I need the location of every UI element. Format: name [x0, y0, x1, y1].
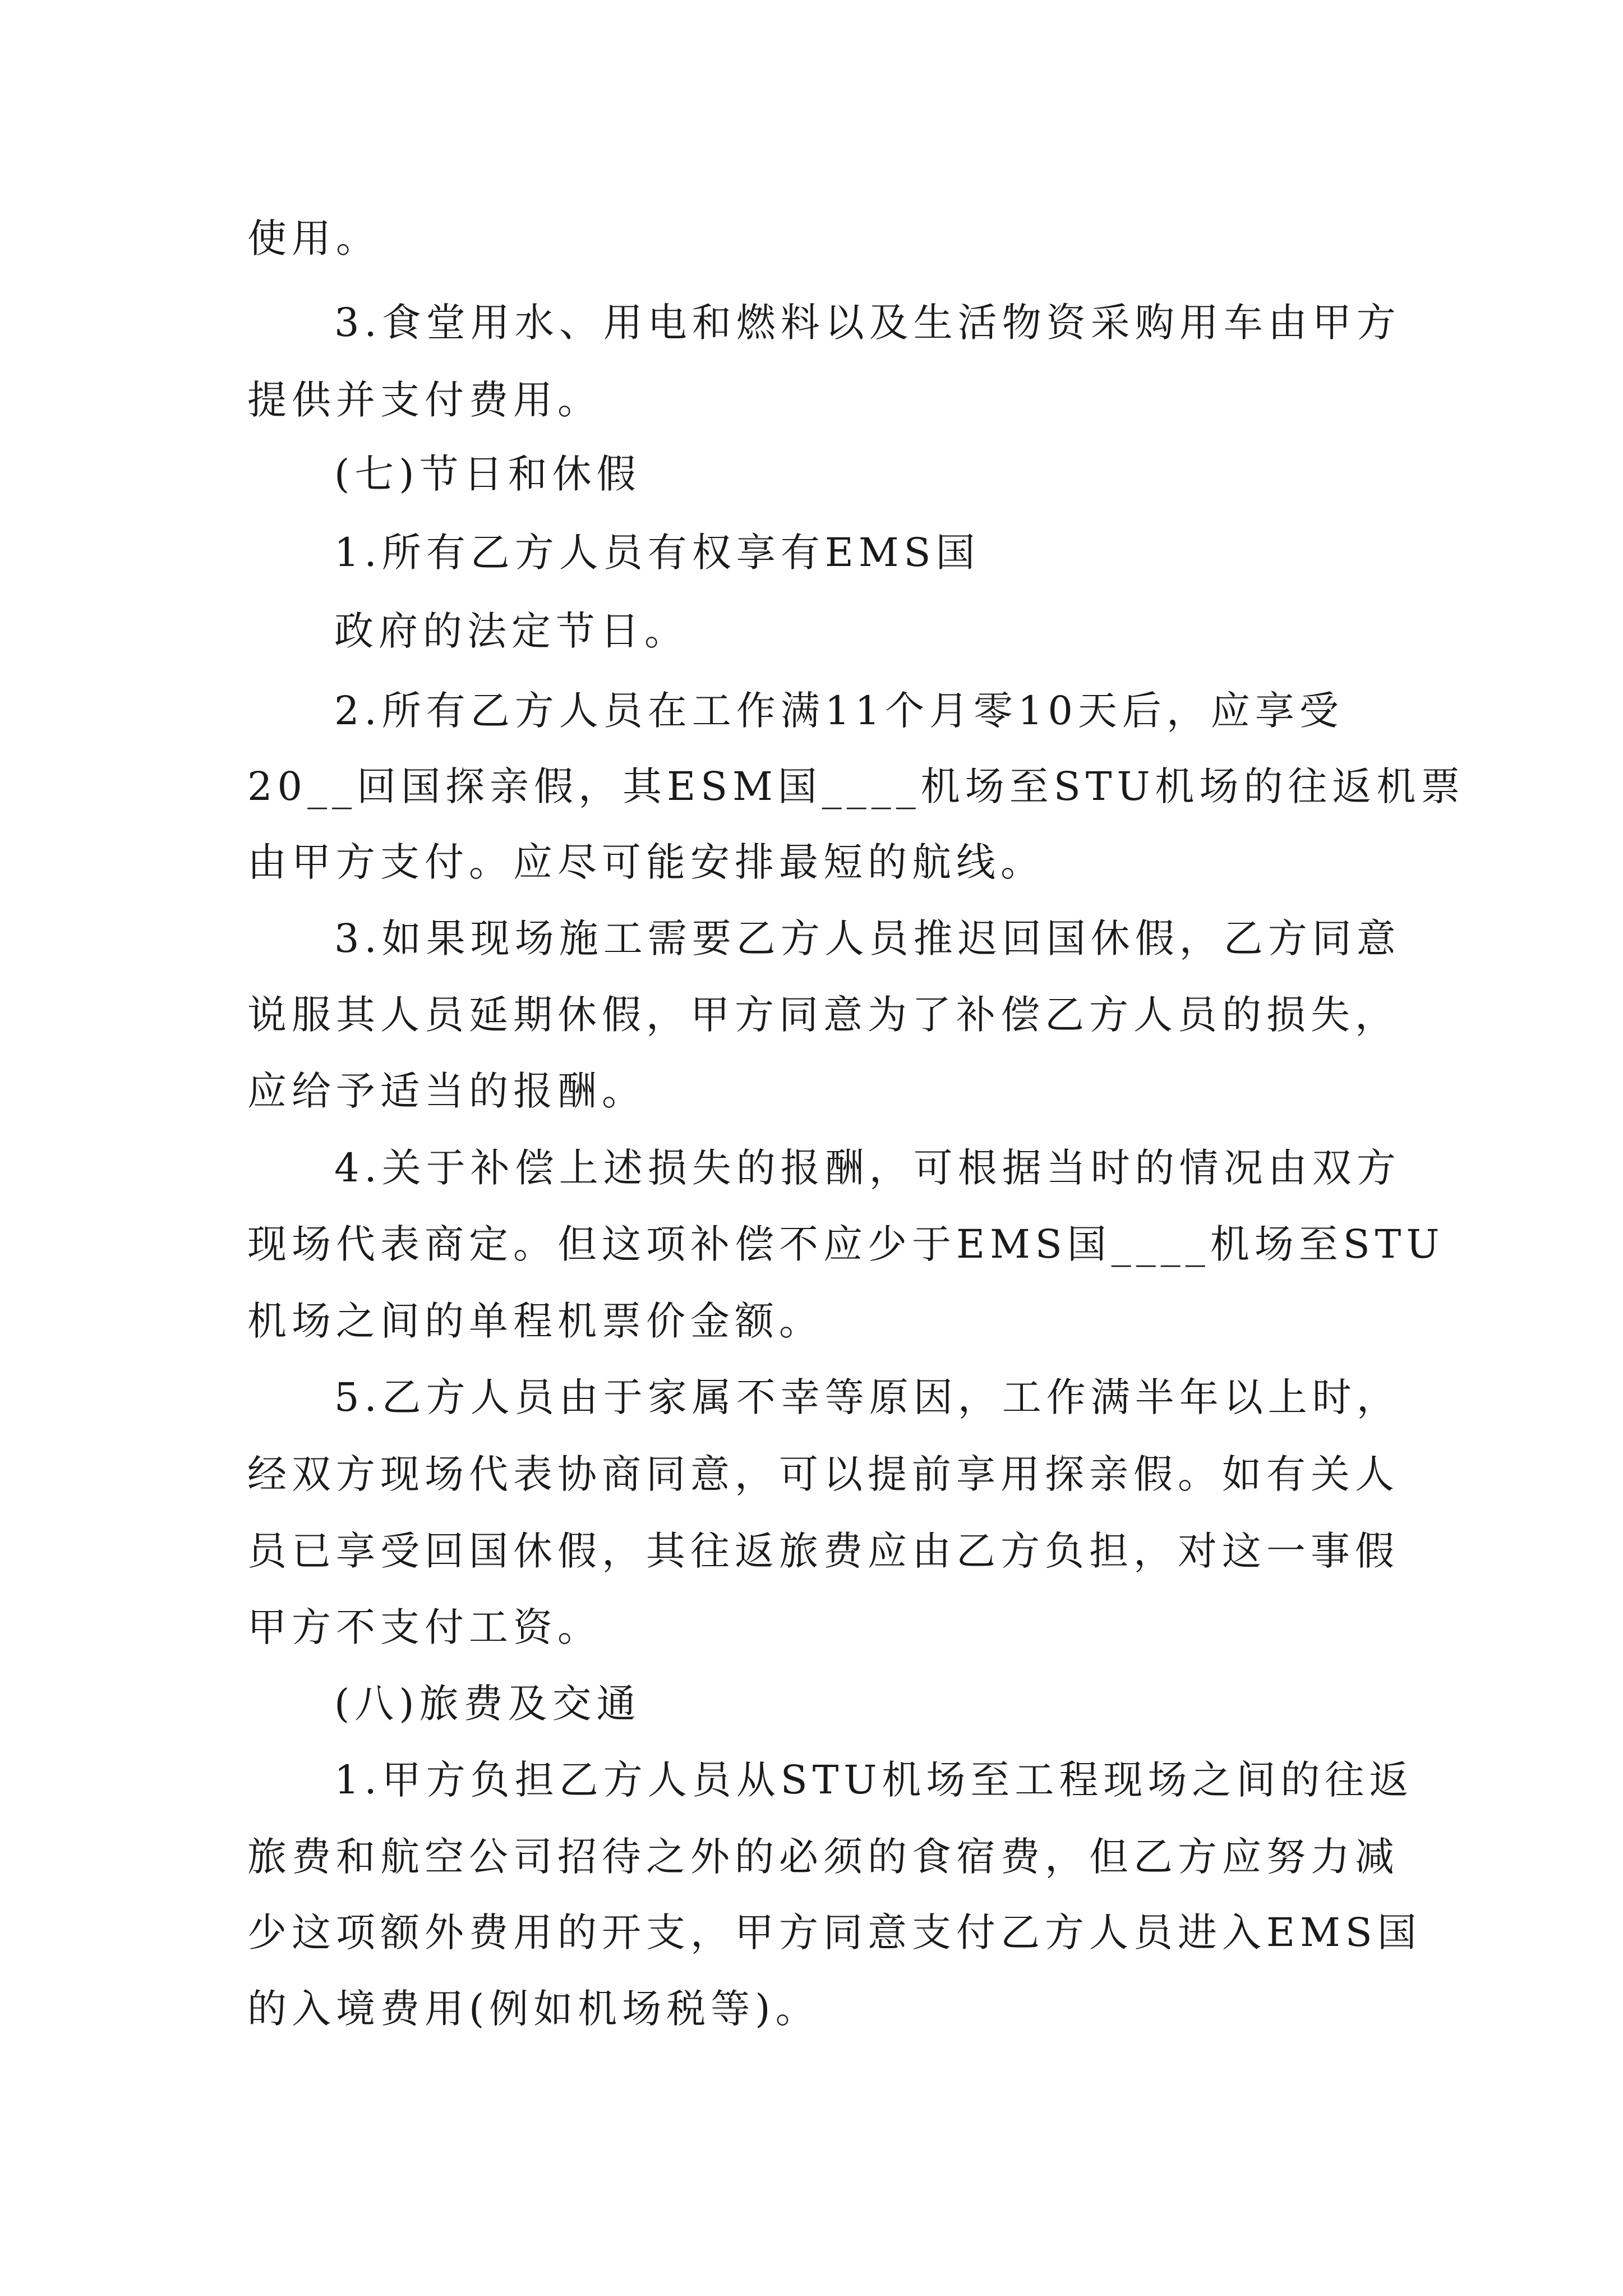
text-line: 的入境费用(例如机场税等)。: [247, 1986, 820, 2032]
text-line: 甲方不支付工资。: [247, 1604, 602, 1650]
text-line: 使用。: [247, 215, 380, 261]
text-line: 2.所有乙方人员在工作满11个月零10天后，应享受: [334, 688, 1344, 734]
text-line: 4.关于补偿上述损失的报酬，可根据当时的情况由双方: [334, 1145, 1401, 1191]
text-line: 经双方现场代表协商同意，可以提前享用探亲假。如有关人: [247, 1451, 1399, 1497]
text-line: 20__回国探亲假，其ESM国____机场至STU机场的往返机票: [247, 763, 1465, 809]
text-line: 1.所有乙方人员有权享有EMS国: [334, 530, 980, 576]
text-line: 机场之间的单程机票价金额。: [247, 1298, 823, 1344]
section-heading: (八)旅费及交通: [334, 1681, 641, 1727]
text-line: 提供并支付费用。: [247, 377, 602, 423]
section-heading: (七)节日和休假: [334, 451, 641, 497]
text-line: 由甲方支付。应尽可能安排最短的航线。: [247, 839, 1045, 885]
text-line: 3.如果现场施工需要乙方人员推迟回国休假，乙方同意: [334, 915, 1401, 961]
text-line: 少这项额外费用的开支，甲方同意支付乙方人员进入EMS国: [247, 1910, 1422, 1955]
text-line: 现场代表商定。但这项补偿不应少于EMS国____机场至STU: [247, 1221, 1445, 1267]
text-line: 1.甲方负担乙方人员从STU机场至工程现场之间的往返: [334, 1757, 1414, 1803]
text-line: 应给予适当的报酬。: [247, 1068, 646, 1114]
text-line: 政府的法定节日。: [334, 608, 689, 654]
text-line: 说服其人员延期休假，甲方同意为了补偿乙方人员的损失，: [247, 992, 1399, 1038]
text-line: 员已享受回国休假，其往返旅费应由乙方负担，对这一事假: [247, 1528, 1399, 1574]
text-line: 3.食堂用水、用电和燃料以及生活物资采购用车由甲方: [334, 300, 1401, 346]
text-line: 5.乙方人员由于家属不幸等原因，工作满半年以上时，: [334, 1374, 1401, 1420]
text-line: 旅费和航空公司招待之外的必须的食宿费，但乙方应努力减: [247, 1834, 1399, 1880]
